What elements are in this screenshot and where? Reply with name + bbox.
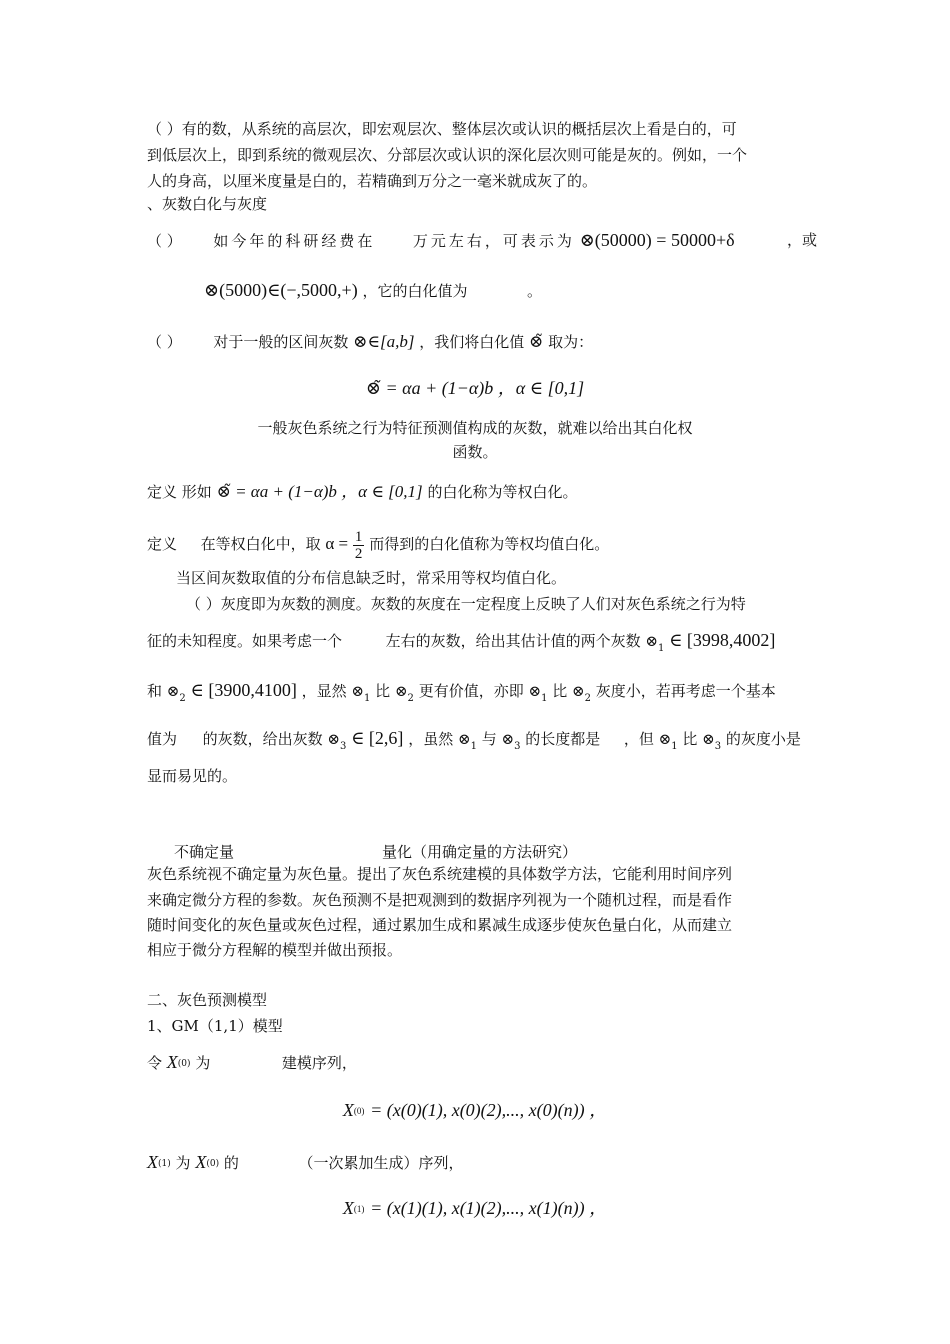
text: ，显然	[301, 682, 347, 700]
subscript: 3	[339, 741, 347, 752]
gray-number-symbol: ⊗	[528, 684, 542, 700]
math-symbol: X	[195, 1152, 207, 1172]
definition-1	[147, 482, 577, 502]
definition-label: 定义	[147, 535, 178, 553]
formula-inline: ∈ [2,6]	[351, 728, 404, 748]
paragraph-line: 到低层次上，即到系统的微观层次、分部层次或认识的深化层次则可能是灰的。例如，一个	[147, 146, 748, 164]
text: （一次累加生成）序列，	[298, 1154, 464, 1172]
text: ，虽然	[408, 730, 454, 748]
formula-inline: ⊗(50000) = 50000+δ	[579, 230, 735, 250]
formula-inline: ⊗∈[a,b]	[353, 332, 415, 351]
quantify-label: 量化（用确定量的方法研究）	[382, 843, 578, 861]
grayness-line-2	[147, 630, 775, 654]
gray-number-symbol: ⊗	[702, 732, 715, 748]
definition-text: 在等权白化中，取	[200, 535, 321, 553]
subscript: 1	[470, 741, 477, 752]
definition-2	[147, 524, 609, 564]
paragraph-line: 随时间变化的灰色量或灰色过程，通过累加生成和累减生成逐步使灰色量白化，从而建立	[147, 916, 733, 934]
item-label: （ ）	[147, 333, 182, 351]
whitened-symbol: ⊗̃	[529, 332, 544, 351]
math-symbol: X	[147, 1152, 158, 1172]
item-text: 对于一般的区间灰数	[213, 333, 349, 351]
section-heading: 、灰数白化与灰度	[147, 195, 268, 213]
gray-number-symbol: ⊗	[658, 732, 672, 748]
text: 左右的灰数，给出其估计值的两个灰数	[385, 632, 641, 650]
subscript: 1	[671, 741, 678, 752]
text: 比	[375, 682, 391, 700]
text: 和	[147, 682, 163, 700]
item-text: 取为：	[548, 333, 594, 351]
model-ago	[147, 1152, 463, 1176]
subscript: 2	[407, 693, 414, 704]
subscript: 3	[514, 741, 521, 752]
formula-display	[0, 378, 950, 399]
text: 为	[195, 1054, 211, 1072]
superscript: (0)	[206, 1159, 220, 1169]
superscript: (1)	[158, 1159, 171, 1169]
paragraph-line: （ ）灰度即为灰数的测度。灰数的灰度在一定程度上反映了人们对灰色系统之行为特	[186, 595, 746, 613]
superscript: (0)	[353, 1106, 365, 1116]
gray-number-symbol: ⊗	[166, 684, 180, 700]
item-text: 。	[527, 282, 543, 300]
paragraph-line: 来确定微分方程的参数。灰色预测不是把观测到的数据序列视为一个随机过程，而是看作	[147, 891, 733, 909]
formula-sequence: = (x(1)(1), x(1)(2),..., x(1)(n)) ，	[370, 1198, 608, 1218]
fraction-denominator: 2	[354, 545, 363, 562]
gray-number-symbol: ⊗	[572, 684, 585, 700]
note-line: 函数。	[452, 443, 498, 461]
formula-inline: ∈ [3900,4100]	[190, 680, 297, 700]
text: 令	[147, 1054, 163, 1072]
text: 的灰度小是	[725, 730, 801, 748]
math-symbol: X	[342, 1198, 354, 1218]
subscript: 1	[364, 693, 371, 704]
definition-text: 而得到的白化值称为等权均值白化。	[369, 535, 610, 553]
gray-number-symbol: ⊗	[351, 684, 364, 700]
note-line: 一般灰色系统之行为特征预测值构成的灰数，就难以给出其白化权	[257, 419, 693, 437]
math-symbol: X	[342, 1100, 354, 1120]
text: 与	[481, 730, 497, 748]
model-intro	[147, 1052, 357, 1076]
item-1-line-2	[204, 280, 542, 301]
formula-inline: ⊗̃ = αa + (1−α)b ，α ∈ [0,1]	[216, 482, 423, 501]
text: 更有价值，亦即	[418, 682, 524, 700]
grayness-line-3	[147, 680, 776, 704]
item-text: ，我们将白化值	[419, 333, 525, 351]
text: 比	[552, 682, 568, 700]
paragraph-line: 相应于微分方程解的模型并做出预报。	[147, 941, 403, 959]
text: 征的未知程度。如果考虑一个	[147, 632, 343, 650]
superscript: (0)	[177, 1059, 191, 1069]
fraction-numerator: 1	[354, 528, 363, 545]
subscript: 2	[179, 693, 186, 704]
section-heading: 二、灰色预测模型	[147, 991, 268, 1009]
item-2-line	[147, 332, 593, 352]
grayness-line-4	[147, 728, 801, 752]
subscript: 1	[657, 643, 665, 654]
text: 比	[682, 730, 698, 748]
gray-number-symbol: ⊗	[458, 732, 471, 748]
paragraph-line: 人的身高，以厘米度量是白的，若精确到万分之一毫米就成灰了的。	[147, 172, 598, 190]
formula-main: ⊗̃ = αa + (1−α)b ，α ∈ [0,1]	[365, 378, 585, 398]
item-text: ，它的白化值为	[362, 282, 468, 300]
paragraph-line: 显而易见的。	[147, 767, 238, 785]
item-text: ，或	[787, 231, 818, 249]
gray-number-symbol: ⊗	[394, 684, 408, 700]
paragraph-line: 灰色系统视不确定量为灰色量。提出了灰色系统建模的具体数学方法，它能利用时间序列	[147, 865, 733, 883]
formula-inline: ⊗(5000)∈(−,5000,+)	[204, 280, 358, 300]
text: 值为	[147, 730, 178, 748]
formula-display	[0, 1198, 950, 1221]
superscript: (1)	[353, 1204, 365, 1214]
definition-text: 形如	[181, 483, 212, 501]
gray-number-symbol: ⊗	[501, 732, 515, 748]
item-label: （ ）	[147, 232, 182, 250]
formula-display	[0, 1100, 950, 1123]
item-1-line	[147, 230, 735, 251]
formula-inline: ∈ [3998,4002]	[669, 630, 776, 650]
formula-sequence: = (x(0)(1), x(0)(2),..., x(0)(n)) ，	[370, 1100, 608, 1120]
item-text: 如今年的科研经费在	[213, 232, 376, 250]
text: 的灰数，给出灰数	[202, 730, 323, 748]
gray-number-symbol: ⊗	[327, 732, 340, 748]
subscript: 3	[714, 741, 722, 752]
paragraph-line: 当区间灰数取值的分布信息缺乏时，常采用等权均值白化。	[176, 569, 567, 587]
text: 为	[175, 1154, 191, 1172]
subscript: 2	[584, 693, 591, 704]
alpha-symbol: α =	[325, 534, 349, 553]
uncertain-label: 不确定量	[174, 843, 235, 861]
fraction	[353, 529, 365, 562]
item-text: 万元左右，可表示为	[412, 232, 575, 250]
text: 建模序列，	[281, 1054, 357, 1072]
definition-text: 的白化称为等权白化。	[427, 483, 578, 501]
text: 的长度都是	[525, 730, 601, 748]
subscript: 1	[541, 693, 548, 704]
text: ，但	[623, 730, 654, 748]
definition-label: 定义	[147, 483, 178, 501]
text: 灰度小，若再考虑一个基本	[595, 682, 776, 700]
subsection-heading: 1、GM（1,1）模型	[147, 1017, 283, 1035]
math-symbol: X	[166, 1052, 178, 1072]
paragraph-line: （ ）有的数，从系统的高层次，即宏观层次、整体层次或认识的概括层次上看是白的，可	[147, 120, 737, 138]
text: 的	[223, 1154, 239, 1172]
gray-number-symbol: ⊗	[645, 634, 658, 650]
